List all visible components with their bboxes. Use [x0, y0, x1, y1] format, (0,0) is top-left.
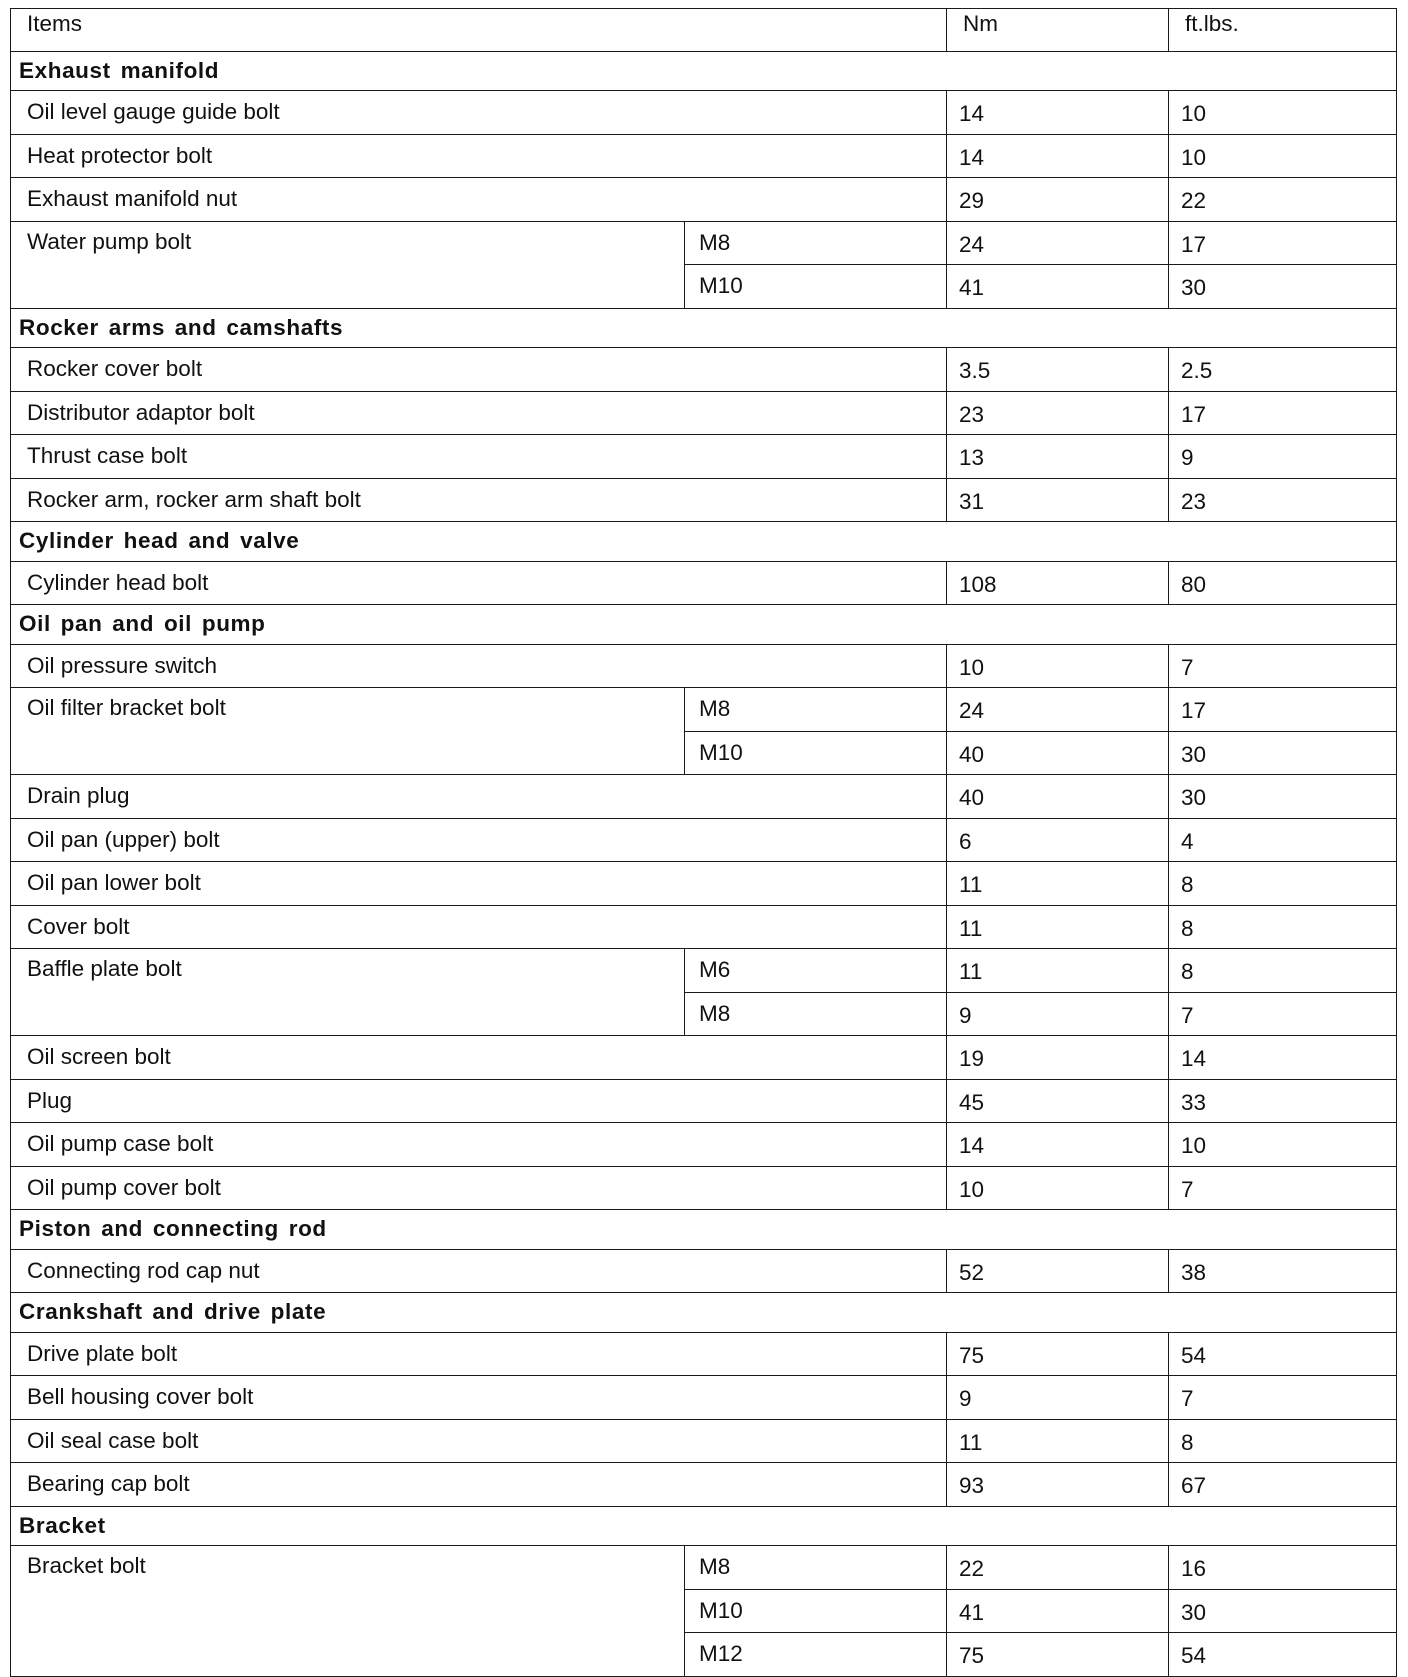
torque-ftlbs: 80	[1169, 561, 1397, 605]
torque-ftlbs: 22	[1169, 178, 1397, 222]
table-row	[11, 1249, 1397, 1293]
section-row	[11, 522, 1397, 562]
section-title: Crankshaft and drive plate	[11, 1293, 1397, 1333]
table-row	[11, 775, 1397, 819]
torque-nm: 11	[947, 862, 1169, 906]
section-title: Bracket	[11, 1506, 1397, 1546]
torque-ftlbs: 30	[1169, 731, 1397, 775]
torque-ftlbs: 8	[1169, 1419, 1397, 1463]
torque-nm: 75	[947, 1633, 1169, 1677]
section-row	[11, 1506, 1397, 1546]
table-row	[11, 1463, 1397, 1507]
table-row	[11, 905, 1397, 949]
torque-ftlbs: 4	[1169, 818, 1397, 862]
torque-ftlbs: 10	[1169, 91, 1397, 135]
item-name: Oil seal case bolt	[11, 1419, 947, 1463]
torque-nm: 41	[947, 265, 1169, 309]
torque-ftlbs: 67	[1169, 1463, 1397, 1507]
table-row	[11, 178, 1397, 222]
table-row	[11, 1036, 1397, 1080]
torque-nm: 3.5	[947, 348, 1169, 392]
item-name: Drive plate bolt	[11, 1332, 947, 1376]
torque-ftlbs: 23	[1169, 478, 1397, 522]
torque-nm: 29	[947, 178, 1169, 222]
item-name: Oil pump case bolt	[11, 1123, 947, 1167]
torque-ftlbs: 14	[1169, 1036, 1397, 1080]
header-nm: Nm	[947, 9, 1169, 52]
header-items: Items	[11, 9, 947, 52]
table-row	[11, 1332, 1397, 1376]
section-row	[11, 308, 1397, 348]
torque-ftlbs: 7	[1169, 644, 1397, 688]
item-name: Distributor adaptor bolt	[11, 391, 947, 435]
torque-nm: 11	[947, 949, 1169, 993]
item-name: Bell housing cover bolt	[11, 1376, 947, 1420]
torque-nm: 13	[947, 435, 1169, 479]
table-row	[11, 1376, 1397, 1420]
torque-nm: 45	[947, 1079, 1169, 1123]
torque-ftlbs: 8	[1169, 862, 1397, 906]
torque-ftlbs: 54	[1169, 1633, 1397, 1677]
item-name: Connecting rod cap nut	[11, 1249, 947, 1293]
item-name: Baffle plate bolt	[11, 949, 685, 1036]
item-size: M8	[685, 688, 947, 732]
section-title: Oil pan and oil pump	[11, 605, 1397, 645]
torque-nm: 41	[947, 1589, 1169, 1633]
torque-ftlbs: 10	[1169, 1123, 1397, 1167]
table-row	[11, 348, 1397, 392]
torque-ftlbs: 17	[1169, 221, 1397, 265]
item-size: M10	[685, 731, 947, 775]
table-row	[11, 1419, 1397, 1463]
section-title: Exhaust manifold	[11, 51, 1397, 91]
header-ftlbs: ft.lbs.	[1169, 9, 1397, 52]
table-row	[11, 221, 1397, 265]
table-row	[11, 818, 1397, 862]
torque-nm: 19	[947, 1036, 1169, 1080]
torque-nm: 9	[947, 992, 1169, 1036]
table-row	[11, 862, 1397, 906]
table-row	[11, 478, 1397, 522]
torque-ftlbs: 38	[1169, 1249, 1397, 1293]
item-size: M12	[685, 1633, 947, 1677]
torque-nm: 93	[947, 1463, 1169, 1507]
item-name: Bracket bolt	[11, 1546, 685, 1677]
torque-nm: 40	[947, 731, 1169, 775]
item-size: M10	[685, 1589, 947, 1633]
section-row	[11, 1293, 1397, 1333]
table-row	[11, 435, 1397, 479]
torque-nm: 31	[947, 478, 1169, 522]
section-row	[11, 51, 1397, 91]
item-name: Oil pressure switch	[11, 644, 947, 688]
table-row	[11, 1079, 1397, 1123]
table-row	[11, 561, 1397, 605]
torque-nm: 14	[947, 134, 1169, 178]
table-row	[11, 644, 1397, 688]
item-name: Oil pump cover bolt	[11, 1166, 947, 1210]
item-name: Plug	[11, 1079, 947, 1123]
item-name: Oil level gauge guide bolt	[11, 91, 947, 135]
torque-nm: 22	[947, 1546, 1169, 1590]
torque-ftlbs: 7	[1169, 992, 1397, 1036]
torque-ftlbs: 7	[1169, 1166, 1397, 1210]
section-title: Cylinder head and valve	[11, 522, 1397, 562]
section-title: Piston and connecting rod	[11, 1210, 1397, 1250]
torque-nm: 6	[947, 818, 1169, 862]
item-name: Oil filter bracket bolt	[11, 688, 685, 775]
table-row	[11, 949, 1397, 993]
torque-table	[10, 8, 1397, 1677]
torque-ftlbs: 30	[1169, 775, 1397, 819]
torque-nm: 23	[947, 391, 1169, 435]
item-size: M8	[685, 1546, 947, 1590]
torque-ftlbs: 17	[1169, 688, 1397, 732]
item-size: M10	[685, 265, 947, 309]
torque-nm: 11	[947, 1419, 1169, 1463]
item-name: Exhaust manifold nut	[11, 178, 947, 222]
header-row	[11, 9, 1397, 52]
torque-ftlbs: 9	[1169, 435, 1397, 479]
item-name: Rocker cover bolt	[11, 348, 947, 392]
section-row	[11, 605, 1397, 645]
item-name: Heat protector bolt	[11, 134, 947, 178]
torque-ftlbs: 2.5	[1169, 348, 1397, 392]
torque-ftlbs: 30	[1169, 1589, 1397, 1633]
table-row	[11, 688, 1397, 732]
torque-ftlbs: 10	[1169, 134, 1397, 178]
torque-nm: 11	[947, 905, 1169, 949]
item-name: Drain plug	[11, 775, 947, 819]
torque-spec-sheet	[10, 8, 1396, 1677]
torque-ftlbs: 33	[1169, 1079, 1397, 1123]
item-size: M8	[685, 992, 947, 1036]
item-name: Oil screen bolt	[11, 1036, 947, 1080]
torque-ftlbs: 8	[1169, 905, 1397, 949]
table-row	[11, 134, 1397, 178]
table-row	[11, 1546, 1397, 1590]
torque-nm: 52	[947, 1249, 1169, 1293]
torque-nm: 14	[947, 1123, 1169, 1167]
item-size: M8	[685, 221, 947, 265]
torque-nm: 40	[947, 775, 1169, 819]
torque-ftlbs: 7	[1169, 1376, 1397, 1420]
torque-nm: 10	[947, 1166, 1169, 1210]
table-row	[11, 91, 1397, 135]
item-name: Water pump bolt	[11, 221, 685, 308]
section-title: Rocker arms and camshafts	[11, 308, 1397, 348]
torque-ftlbs: 17	[1169, 391, 1397, 435]
torque-nm: 10	[947, 644, 1169, 688]
item-name: Oil pan lower bolt	[11, 862, 947, 906]
item-name: Cover bolt	[11, 905, 947, 949]
torque-nm: 75	[947, 1332, 1169, 1376]
torque-nm: 24	[947, 221, 1169, 265]
item-name: Bearing cap bolt	[11, 1463, 947, 1507]
item-size: M6	[685, 949, 947, 993]
torque-ftlbs: 16	[1169, 1546, 1397, 1590]
torque-nm: 9	[947, 1376, 1169, 1420]
torque-nm: 14	[947, 91, 1169, 135]
torque-ftlbs: 8	[1169, 949, 1397, 993]
item-name: Cylinder head bolt	[11, 561, 947, 605]
item-name: Rocker arm, rocker arm shaft bolt	[11, 478, 947, 522]
item-name: Thrust case bolt	[11, 435, 947, 479]
table-row	[11, 391, 1397, 435]
table-body	[11, 51, 1397, 1676]
table-row	[11, 1166, 1397, 1210]
torque-ftlbs: 54	[1169, 1332, 1397, 1376]
torque-ftlbs: 30	[1169, 265, 1397, 309]
table-row	[11, 1123, 1397, 1167]
section-row	[11, 1210, 1397, 1250]
item-name: Oil pan (upper) bolt	[11, 818, 947, 862]
torque-nm: 24	[947, 688, 1169, 732]
torque-nm: 108	[947, 561, 1169, 605]
